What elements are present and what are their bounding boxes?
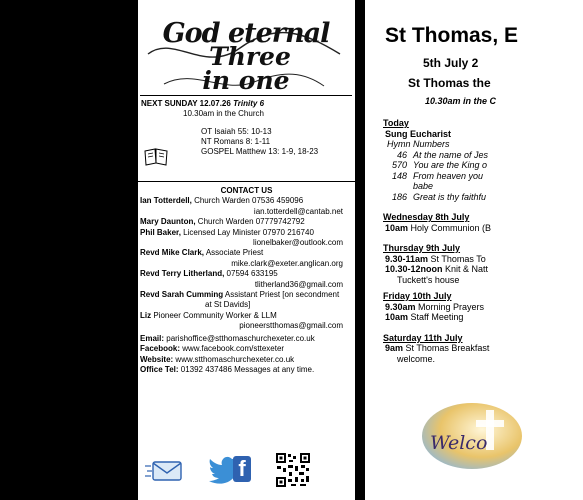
next-sunday-title (141, 99, 351, 109)
hymn-row (383, 150, 583, 161)
banner-line-2: Three (209, 42, 291, 71)
parish-email (140, 334, 353, 344)
contact-4 (140, 248, 353, 258)
left-black-band (0, 0, 138, 500)
event-time: 10am (385, 222, 409, 233)
time-place: 10.30am in the C (425, 96, 497, 106)
hymn-title: At the name of Jes (413, 149, 489, 160)
sung-eucharist: Sung Eucharist (385, 128, 452, 139)
contact-6 (140, 290, 353, 300)
hymn-title: Great is thy faithfu (413, 191, 487, 202)
banner-line-3: in one (202, 66, 290, 95)
contact-3 (140, 228, 353, 238)
qr-code-icon[interactable] (275, 452, 311, 488)
contact-6-role-cont: at St Davids] (205, 300, 251, 310)
office-label: Office Tel: (140, 364, 179, 374)
contact-3-role: Licensed Lay Minister 07970 216740 (180, 227, 314, 237)
contact-7-name: Liz (140, 310, 152, 320)
next-sunday-subtitle: 10.30am in the Church (183, 109, 264, 118)
contact-5-role: 07594 633195 (224, 269, 278, 279)
event-row (383, 343, 583, 354)
contact-2 (140, 217, 353, 227)
mail-icon[interactable] (145, 458, 185, 484)
service-sheet-front (365, 0, 519, 500)
thursday-heading: Thursday 9th July (383, 243, 461, 253)
readings-list (201, 127, 318, 157)
website-label: Website: (140, 354, 174, 364)
church-title: St Thomas, E (385, 24, 519, 47)
next-sunday-trinity: Trinity 6 (233, 99, 265, 108)
event-continuation: Tuckett's house (397, 274, 460, 285)
friday-heading: Friday 10th July (383, 291, 452, 301)
contact-2-role: Church Warden 07779742792 (195, 217, 305, 227)
banner (140, 16, 352, 96)
contact-3-name: Phil Baker, (140, 227, 181, 237)
contact-4-role: Associate Priest (204, 248, 264, 258)
contact-5-name: Revd Terry Litherland, (140, 269, 225, 279)
contact-icons (143, 450, 353, 490)
event-row (383, 264, 583, 275)
contact-4-name: Revd Mike Clark, (140, 248, 205, 258)
hymn-number: 46 (396, 149, 407, 160)
day-title: St Thomas the (408, 76, 491, 90)
contact-1-email[interactable]: ian.totterdell@cantab.net (253, 206, 343, 216)
center-fold-gap (355, 0, 365, 500)
contact-7-role: Pioneer Community Worker & LLM (151, 310, 277, 320)
event-time: 10am (385, 312, 409, 322)
office-tel (140, 365, 353, 375)
office-value: 01392 437486 Messages at any time. (178, 364, 315, 374)
facebook-label: Facebook: (140, 344, 181, 354)
facebook (140, 344, 353, 354)
event-continuation: welcome. (397, 353, 436, 364)
event-text: Knit & Natt (442, 264, 489, 274)
email-value[interactable]: parishoffice@stthomaschurchexeter.co.uk (164, 333, 315, 343)
hymn-row (383, 171, 583, 182)
event-row (383, 312, 583, 323)
contact-1 (140, 196, 353, 206)
contact-6-role: Assistant Priest [on secondment (223, 290, 340, 300)
contact-5 (140, 269, 353, 279)
event-row (383, 223, 583, 234)
event-time: 9.30-11am (385, 253, 429, 264)
banner-line-1: God eternal (162, 18, 330, 49)
facebook-icon[interactable]: f (233, 456, 251, 482)
saturday-heading: Saturday 11th July (383, 332, 463, 343)
facebook-value[interactable]: www.facebook.com/sttexeter (180, 344, 285, 354)
next-sunday-block (141, 99, 351, 119)
email-label: Email: (140, 333, 165, 343)
next-sunday-date: NEXT SUNDAY 12.07.26 (141, 99, 231, 108)
reading-gospel: GOSPEL Matthew 13: 1-9, 18-23 (201, 147, 319, 156)
service-date: 5th July 2 (423, 56, 479, 70)
contact-5-email[interactable]: tlitherland36@gmail.com (254, 279, 343, 289)
weekly-schedule (383, 118, 583, 364)
hymn-number: 570 (391, 160, 407, 170)
today-heading: Today (383, 118, 409, 128)
hymn-row (383, 192, 583, 203)
hymn-continuation: babe (413, 181, 434, 191)
contacts-title: CONTACT US (220, 186, 273, 195)
event-text: Morning Prayers (415, 301, 485, 312)
divider (138, 181, 355, 182)
hymn-row (383, 160, 583, 171)
service-sheet-back (138, 0, 355, 500)
hymn-numbers-label: Hymn Numbers (387, 139, 450, 149)
hymn-number: 148 (391, 170, 407, 181)
reading-nt: NT Romans 8: 1-11 (201, 137, 271, 146)
contact-4-email[interactable]: mike.clark@exeter.anglican.org (231, 258, 343, 268)
contact-7-email[interactable]: pioneerstthomas@gmail.com (239, 321, 343, 331)
event-text: Holy Communion (B (408, 222, 492, 233)
hymn-number: 186 (391, 191, 407, 202)
reading-ot: OT Isaiah 55: 10-13 (201, 127, 272, 136)
event-text: Staff Meeting (408, 312, 464, 322)
contact-1-name: Ian Totterdell, (140, 196, 192, 206)
event-row (383, 254, 583, 265)
website (140, 355, 353, 365)
hymn-title: From heaven you (413, 170, 484, 181)
website-value[interactable]: www.stthomaschurchexeter.co.uk (173, 354, 295, 364)
event-time: 9am (385, 343, 404, 353)
contact-3-email[interactable]: lionelbaker@outlook.com (253, 238, 343, 248)
welcome-cross-image (420, 402, 520, 470)
hymn-title: You are the King o (413, 160, 488, 170)
event-text: St Thomas To (428, 253, 486, 264)
open-bible-icon (143, 143, 169, 169)
contacts-block (140, 186, 353, 375)
contact-6-name: Revd Sarah Cumming (140, 290, 224, 300)
event-time: 9.30am (385, 301, 416, 312)
contact-7 (140, 311, 353, 321)
contact-2-name: Mary Daunton, (140, 217, 196, 227)
wednesday-heading: Wednesday 8th July (383, 212, 470, 222)
event-time: 10.30-12noon (385, 264, 443, 274)
event-row (383, 302, 583, 313)
contact-1-role: Church Warden 07536 459096 (191, 196, 304, 206)
welcome-word: Welco (430, 432, 488, 454)
event-text: St Thomas Breakfast (403, 343, 490, 353)
